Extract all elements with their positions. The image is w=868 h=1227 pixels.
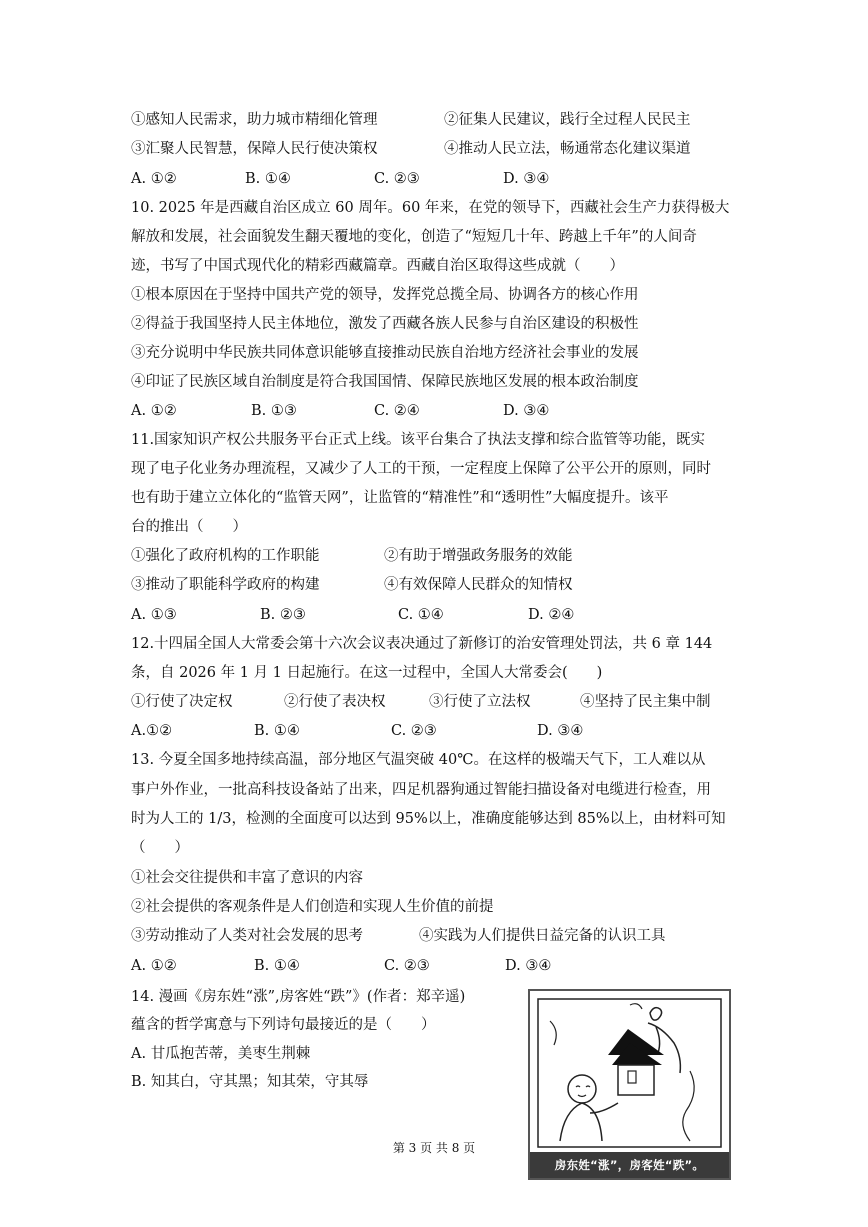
- q11-item-1: ①强化了政府机构的工作职能: [131, 548, 320, 564]
- q11-option-c: C. ①④: [398, 607, 444, 623]
- q13-item-1: ①社会交往提供和丰富了意识的内容: [131, 870, 363, 886]
- q10-stem-line-2: 解放和发展，社会面貌发生翻天覆地的变化，创造了“短短几十年、跨越上千年”的人间奇: [131, 229, 697, 245]
- q11-stem-line-2: 现了电子化业务办理流程，又减少了人工的干预，一定程度上保障了公平公开的原则，同时: [131, 461, 711, 477]
- q13-option-c: C. ②③: [384, 958, 430, 974]
- q12-stem-line-2: 条，自 2026 年 1 月 1 日起施行。在这一过程中，全国人大常委会( ): [131, 665, 603, 681]
- q10-option-b: B. ①③: [251, 403, 297, 419]
- q11-option-a: A. ①③: [131, 607, 177, 623]
- q12-stem-line-1: 12.十四届全国人大常委会第十六次会议表决通过了新修订的治安管理处罚法，共 6 章 144: [131, 636, 713, 652]
- cartoon-drawing: [530, 991, 729, 1152]
- q9-option-a: A. ①②: [131, 171, 177, 187]
- q10-option-d: D. ③④: [503, 403, 550, 419]
- q11-item-4: ④有效保障人民群众的知情权: [384, 577, 573, 593]
- q9-item-1: ①感知人民需求，助力城市精细化管理: [131, 112, 378, 128]
- q11-option-d: D. ②④: [528, 607, 575, 623]
- q14-stem-line-2: 蕴含的哲学寓意与下列诗句最接近的是（ ）: [131, 1017, 436, 1033]
- q11-stem-line-1: 11.国家知识产权公共服务平台正式上线。该平台集合了执法支撑和综合监管等功能，既实: [131, 432, 706, 448]
- q13-option-b: B. ①④: [254, 958, 300, 974]
- q12-item-2: ②行使了表决权: [284, 694, 386, 710]
- q10-stem-line-1: 10. 2025 年是西藏自治区成立 60 周年。60 年来，在党的领导下，西藏社会生产力获得极大: [131, 200, 730, 216]
- q12-item-4: ④坚持了民主集中制: [580, 694, 711, 710]
- page-footer: 第 3 页 共 8 页: [392, 1141, 476, 1155]
- q12-item-3: ③行使了立法权: [429, 694, 531, 710]
- q14-stem-line-1: 14. 漫画《房东姓“涨”,房客姓“跌”》(作者：郑辛遥): [131, 989, 466, 1005]
- q13-option-a: A. ①②: [131, 958, 177, 974]
- q9-option-d: D. ③④: [503, 171, 550, 187]
- q13-option-d: D. ③④: [505, 958, 552, 974]
- q14-option-a: A. 甘瓜抱苦蒂，美枣生荆棘: [131, 1046, 311, 1062]
- q13-item-3: ③劳动推动了人类对社会发展的思考: [131, 928, 363, 944]
- q9-item-2: ②征集人民建议，践行全过程人民民主: [444, 112, 691, 128]
- q14-option-b: B. 知其白，守其黑；知其荣，守其辱: [131, 1074, 369, 1090]
- q10-stem-line-3: 迹，书写了中国式现代化的精彩西藏篇章。西藏自治区取得这些成就（ ）: [131, 258, 624, 274]
- q11-item-3: ③推动了职能科学政府的构建: [131, 577, 320, 593]
- q13-item-4: ④实践为人们提供日益完备的认识工具: [419, 928, 666, 944]
- q9-option-c: C. ②③: [374, 171, 420, 187]
- q10-item-2: ②得益于我国坚持人民主体地位，激发了西藏各族人民参与自治区建设的积极性: [131, 316, 639, 332]
- q12-option-d: D. ③④: [537, 723, 584, 739]
- q12-option-a: A.①②: [131, 723, 173, 739]
- cartoon-caption: 房东姓“涨”，房客姓“跌”。: [530, 1152, 729, 1178]
- q13-item-2: ②社会提供的客观条件是人们创造和实现人生价值的前提: [131, 899, 494, 915]
- q10-option-c: C. ②④: [374, 403, 420, 419]
- q12-item-1: ①行使了决定权: [131, 694, 233, 710]
- q13-stem-line-3: 时为人工的 1/3，检测的全面度可以达到 95%以上，准确度能够达到 85%以上，由材料可知: [131, 811, 726, 827]
- q11-stem-line-4: 台的推出（ ）: [131, 519, 247, 535]
- q11-option-b: B. ②③: [260, 607, 306, 623]
- q12-option-c: C. ②③: [391, 723, 437, 739]
- q13-stem-line-4: （ ）: [131, 840, 189, 856]
- q12-option-b: B. ①④: [254, 723, 300, 739]
- q11-item-2: ②有助于增强政务服务的效能: [384, 548, 573, 564]
- q13-stem-line-2: 事户外作业，一批高科技设备站了出来，四足机器狗通过智能扫描设备对电缆进行检查，用: [131, 782, 711, 798]
- q9-item-4: ④推动人民立法，畅通常态化建议渠道: [444, 141, 691, 157]
- q9-item-3: ③汇聚人民智慧，保障人民行使决策权: [131, 141, 378, 157]
- q13-stem-line-1: 13. 今夏全国多地持续高温，部分地区气温突破 40℃。在这样的极端天气下，工人难以从: [131, 752, 706, 768]
- q11-stem-line-3: 也有助于建立立体化的“监管天网”，让监管的“精准性”和“透明性”大幅度提升。该平: [131, 490, 669, 506]
- q10-option-a: A. ①②: [131, 403, 177, 419]
- q10-item-4: ④印证了民族区域自治制度是符合我国国情、保障民族地区发展的根本政治制度: [131, 374, 639, 390]
- q10-item-1: ①根本原因在于坚持中国共产党的领导，发挥党总揽全局、协调各方的核心作用: [131, 287, 639, 303]
- q10-item-3: ③充分说明中华民族共同体意识能够直接推动民族自治地方经济社会事业的发展: [131, 345, 639, 361]
- q9-option-b: B. ①④: [245, 171, 291, 187]
